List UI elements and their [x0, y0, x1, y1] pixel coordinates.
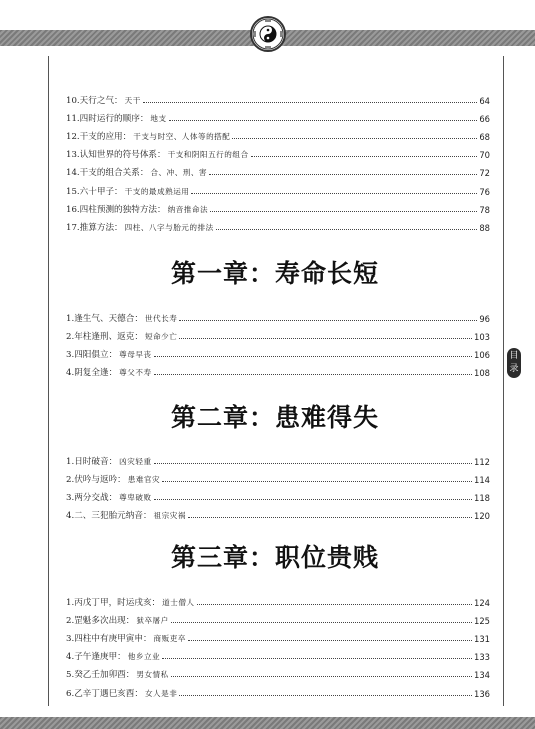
- toc-entry[interactable]: 3.四柱中有庚甲寅申： 商贩吏卒 131: [66, 634, 490, 645]
- toc-entry[interactable]: 16.四柱预测的独特方法： 纳音推命法 78: [66, 204, 490, 215]
- toc-entry[interactable]: 15.六十甲子： 干支的最成熟运用 76: [66, 186, 490, 197]
- toc-entry[interactable]: 3.四阳俱立： 尊母早丧 106: [66, 350, 490, 361]
- toc-entry[interactable]: 2.罡魁多次出现： 狱卒屠户 125: [66, 616, 490, 627]
- side-tab-char-1: 目: [509, 351, 519, 361]
- chapter-3-title: 第三章：职位贵贱: [170, 543, 379, 572]
- toc-entry[interactable]: 4.子午逢庚甲： 他乡立业 133: [66, 652, 490, 663]
- chapter-2-title: 第二章：患难得失: [170, 403, 379, 432]
- side-tab-char-2: 录: [509, 364, 519, 374]
- toc-entry[interactable]: 4.二、三犯胎元纳音： 祖宗灾祸 120: [66, 511, 490, 522]
- toc-entry[interactable]: 2.伏吟与返吟： 患难官灾 114: [66, 475, 490, 486]
- bottom-decorative-band: [0, 717, 535, 729]
- toc-entry[interactable]: 13.认知世界的符号体系： 干支和阴阳五行的组合 70: [66, 150, 490, 161]
- toc-entry[interactable]: 4.阴复全逢： 尊父不寿 108: [66, 368, 490, 379]
- toc-entry[interactable]: 1.逢生气、天德合： 世代长寿 96: [66, 314, 490, 325]
- toc-entry[interactable]: 1.日时破音： 凶灾轻重 112: [66, 457, 490, 468]
- toc-entry[interactable]: 11.四时运行的顺序： 地支 66: [66, 114, 490, 125]
- toc-list-chapter-1: [66, 306, 490, 378]
- toc-entry[interactable]: 5.癸乙壬加卯酉： 男女情私 134: [66, 670, 490, 681]
- toc-entry[interactable]: 3.两分交战： 尊卑破败 118: [66, 493, 490, 504]
- toc-entry[interactable]: 2.年柱逢刑、返克： 短命少亡 103: [66, 332, 490, 343]
- toc-list-chapter-3: [66, 590, 490, 699]
- toc-list-intro: [66, 88, 490, 233]
- toc-entry[interactable]: 10.天行之气： 天干 64: [66, 96, 490, 107]
- toc-entry[interactable]: 6.乙辛丁遇巳亥酉： 女人是非 136: [66, 688, 490, 699]
- chapter-1-title: 第一章：寿命长短: [170, 259, 379, 288]
- toc-list-chapter-2: [66, 449, 490, 521]
- toc-entry[interactable]: 17.推算方法： 四柱、八字与胎元的排法 88: [66, 222, 490, 233]
- toc-entry[interactable]: 14.干支的组合关系： 合、冲、刑、害 72: [66, 168, 490, 179]
- bagua-taiji-icon: [250, 16, 286, 52]
- side-tab-toc: [507, 348, 521, 378]
- toc-entry[interactable]: 1.丙戊丁甲，时运戌亥： 道士僧人 124: [66, 598, 490, 609]
- toc-entry[interactable]: 12.干支的应用： 干支与时空、人体等的搭配 68: [66, 132, 490, 143]
